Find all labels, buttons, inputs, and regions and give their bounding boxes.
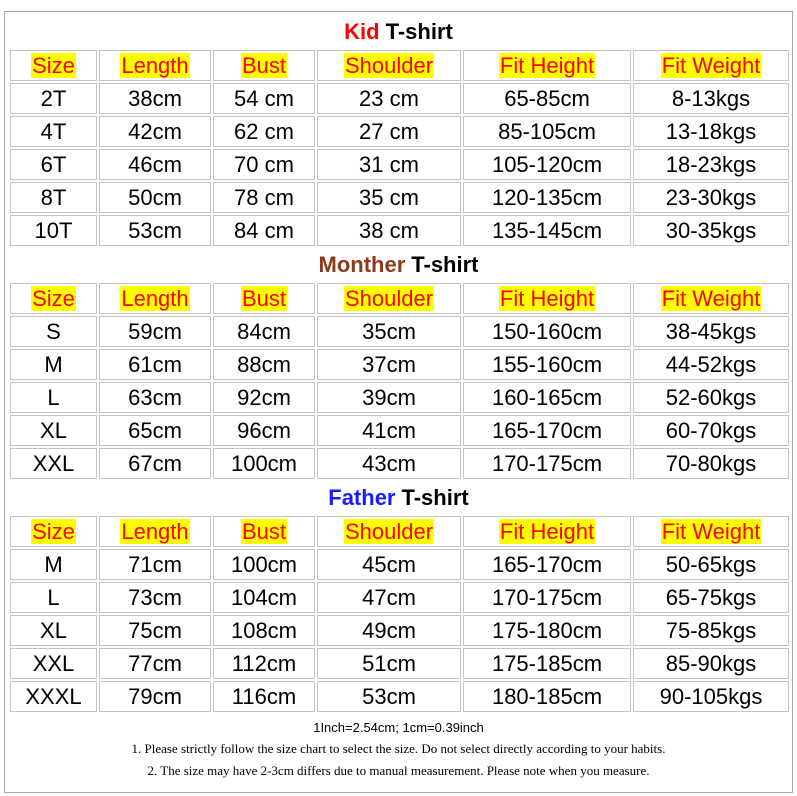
- cell-bust: 92cm: [213, 382, 315, 413]
- unit-conversion-note: 1Inch=2.54cm; 1cm=0.39inch: [313, 720, 484, 735]
- cell-fit-height: 150-160cm: [463, 316, 631, 347]
- cell-size: 2T: [10, 83, 97, 114]
- cell-shoulder: 35 cm: [317, 182, 461, 213]
- cell-fit-height: 180-185cm: [463, 681, 631, 712]
- cell-size: L: [10, 582, 97, 613]
- cell-fit-height: 175-185cm: [463, 648, 631, 679]
- cell-shoulder: 49cm: [317, 615, 461, 646]
- header-shoulder: Shoulder: [317, 516, 461, 547]
- cell-length: 73cm: [99, 582, 211, 613]
- header-length: Length: [99, 283, 211, 314]
- cell-bust: 54 cm: [213, 83, 315, 114]
- cell-bust: 70 cm: [213, 149, 315, 180]
- cell-size: 8T: [10, 182, 97, 213]
- table-row: [10, 549, 789, 580]
- cell-size: 4T: [10, 116, 97, 147]
- cell-fit-height: 165-170cm: [463, 549, 631, 580]
- cell-size: XL: [10, 615, 97, 646]
- size-chart: [4, 11, 793, 793]
- cell-size: XXL: [10, 648, 97, 679]
- cell-fit-weight: 85-90kgs: [633, 648, 789, 679]
- table-row: [10, 382, 789, 413]
- cell-shoulder: 23 cm: [317, 83, 461, 114]
- table-row: [10, 415, 789, 446]
- cell-shoulder: 38 cm: [317, 215, 461, 246]
- cell-length: 59cm: [99, 316, 211, 347]
- cell-fit-weight: 38-45kgs: [633, 316, 789, 347]
- header-fit-weight: Fit Weight: [633, 283, 789, 314]
- header-bust: Bust: [213, 50, 315, 81]
- cell-size: 6T: [10, 149, 97, 180]
- cell-length: 61cm: [99, 349, 211, 380]
- cell-fit-weight: 30-35kgs: [633, 215, 789, 246]
- cell-fit-height: 135-145cm: [463, 215, 631, 246]
- cell-shoulder: 27 cm: [317, 116, 461, 147]
- cell-bust: 112cm: [213, 648, 315, 679]
- father-title-who: Father: [328, 484, 396, 510]
- cell-shoulder: 31 cm: [317, 149, 461, 180]
- header-shoulder: Shoulder: [317, 283, 461, 314]
- cell-size: M: [10, 349, 97, 380]
- cell-fit-weight: 8-13kgs: [633, 83, 789, 114]
- cell-length: 67cm: [99, 448, 211, 479]
- cell-length: 42cm: [99, 116, 211, 147]
- cell-fit-weight: 52-60kgs: [633, 382, 789, 413]
- cell-size: XL: [10, 415, 97, 446]
- table-row: [10, 648, 789, 679]
- cell-length: 53cm: [99, 215, 211, 246]
- table-row: [10, 83, 789, 114]
- cell-shoulder: 51cm: [317, 648, 461, 679]
- cell-bust: 108cm: [213, 615, 315, 646]
- cell-shoulder: 37cm: [317, 349, 461, 380]
- header-fit-weight: Fit Weight: [633, 516, 789, 547]
- cell-fit-weight: 75-85kgs: [633, 615, 789, 646]
- cell-size: 10T: [10, 215, 97, 246]
- cell-size: S: [10, 316, 97, 347]
- cell-fit-height: 120-135cm: [463, 182, 631, 213]
- cell-fit-height: 170-175cm: [463, 448, 631, 479]
- cell-length: 75cm: [99, 615, 211, 646]
- cell-fit-weight: 65-75kgs: [633, 582, 789, 613]
- cell-fit-height: 65-85cm: [463, 83, 631, 114]
- cell-length: 65cm: [99, 415, 211, 446]
- cell-bust: 78 cm: [213, 182, 315, 213]
- mother-title-who: Monther: [318, 251, 406, 277]
- father-size-table: [8, 514, 791, 714]
- cell-bust: 84cm: [213, 316, 315, 347]
- table-row: [10, 448, 789, 479]
- header-bust: Bust: [213, 283, 315, 314]
- father-title-suffix: T-shirt: [401, 484, 469, 510]
- table-row: [10, 681, 789, 712]
- cell-bust: 96cm: [213, 415, 315, 446]
- header-size: Size: [10, 50, 97, 81]
- mother-title-suffix: T-shirt: [411, 251, 479, 277]
- note-line-1: 1. Please strictly follow the size chart to select the size. Do not select directly according to your habits.: [131, 741, 666, 756]
- cell-bust: 84 cm: [213, 215, 315, 246]
- cell-fit-height: 155-160cm: [463, 349, 631, 380]
- table-header-row: [10, 283, 789, 314]
- cell-length: 71cm: [99, 549, 211, 580]
- cell-shoulder: 53cm: [317, 681, 461, 712]
- header-fit-height: Fit Height: [463, 516, 631, 547]
- cell-size: XXL: [10, 448, 97, 479]
- table-row: [10, 316, 789, 347]
- header-fit-height: Fit Height: [463, 283, 631, 314]
- cell-shoulder: 43cm: [317, 448, 461, 479]
- cell-bust: 116cm: [213, 681, 315, 712]
- cell-shoulder: 47cm: [317, 582, 461, 613]
- kid-title-who: Kid: [344, 18, 380, 44]
- header-shoulder: Shoulder: [317, 50, 461, 81]
- table-row: [10, 149, 789, 180]
- header-length: Length: [99, 516, 211, 547]
- header-bust: Bust: [213, 516, 315, 547]
- cell-size: L: [10, 382, 97, 413]
- cell-bust: 100cm: [213, 549, 315, 580]
- table-row: [10, 116, 789, 147]
- cell-bust: 62 cm: [213, 116, 315, 147]
- header-fit-weight: Fit Weight: [633, 50, 789, 81]
- table-row: [10, 349, 789, 380]
- cell-fit-weight: 50-65kgs: [633, 549, 789, 580]
- cell-fit-weight: 70-80kgs: [633, 448, 789, 479]
- kid-title: [5, 15, 792, 48]
- cell-fit-weight: 13-18kgs: [633, 116, 789, 147]
- cell-shoulder: 45cm: [317, 549, 461, 580]
- table-row: [10, 582, 789, 613]
- cell-fit-weight: 90-105kgs: [633, 681, 789, 712]
- cell-fit-weight: 18-23kgs: [633, 149, 789, 180]
- kid-size-table: [8, 48, 791, 248]
- cell-size: M: [10, 549, 97, 580]
- cell-fit-height: 175-180cm: [463, 615, 631, 646]
- header-size: Size: [10, 283, 97, 314]
- note-line-2: 2. The size may have 2-3cm differs due to manual measurement. Please note when you measure.: [147, 763, 650, 778]
- cell-fit-height: 165-170cm: [463, 415, 631, 446]
- cell-fit-height: 105-120cm: [463, 149, 631, 180]
- table-row: [10, 182, 789, 213]
- header-fit-height: Fit Height: [463, 50, 631, 81]
- table-header-row: [10, 516, 789, 547]
- cell-shoulder: 35cm: [317, 316, 461, 347]
- father-title: [5, 481, 792, 514]
- cell-size: XXXL: [10, 681, 97, 712]
- cell-fit-weight: 23-30kgs: [633, 182, 789, 213]
- cell-shoulder: 39cm: [317, 382, 461, 413]
- table-row: [10, 215, 789, 246]
- header-length: Length: [99, 50, 211, 81]
- mother-title: [5, 248, 792, 281]
- cell-fit-height: 160-165cm: [463, 382, 631, 413]
- table-header-row: [10, 50, 789, 81]
- cell-length: 50cm: [99, 182, 211, 213]
- cell-length: 63cm: [99, 382, 211, 413]
- table-row: [10, 615, 789, 646]
- header-size: Size: [10, 516, 97, 547]
- cell-length: 79cm: [99, 681, 211, 712]
- cell-bust: 104cm: [213, 582, 315, 613]
- cell-fit-weight: 60-70kgs: [633, 415, 789, 446]
- cell-length: 38cm: [99, 83, 211, 114]
- cell-bust: 100cm: [213, 448, 315, 479]
- cell-length: 77cm: [99, 648, 211, 679]
- cell-fit-height: 170-175cm: [463, 582, 631, 613]
- cell-shoulder: 41cm: [317, 415, 461, 446]
- kid-title-suffix: T-shirt: [385, 18, 453, 44]
- cell-fit-height: 85-105cm: [463, 116, 631, 147]
- mother-size-table: [8, 281, 791, 481]
- cell-fit-weight: 44-52kgs: [633, 349, 789, 380]
- cell-bust: 88cm: [213, 349, 315, 380]
- cell-length: 46cm: [99, 149, 211, 180]
